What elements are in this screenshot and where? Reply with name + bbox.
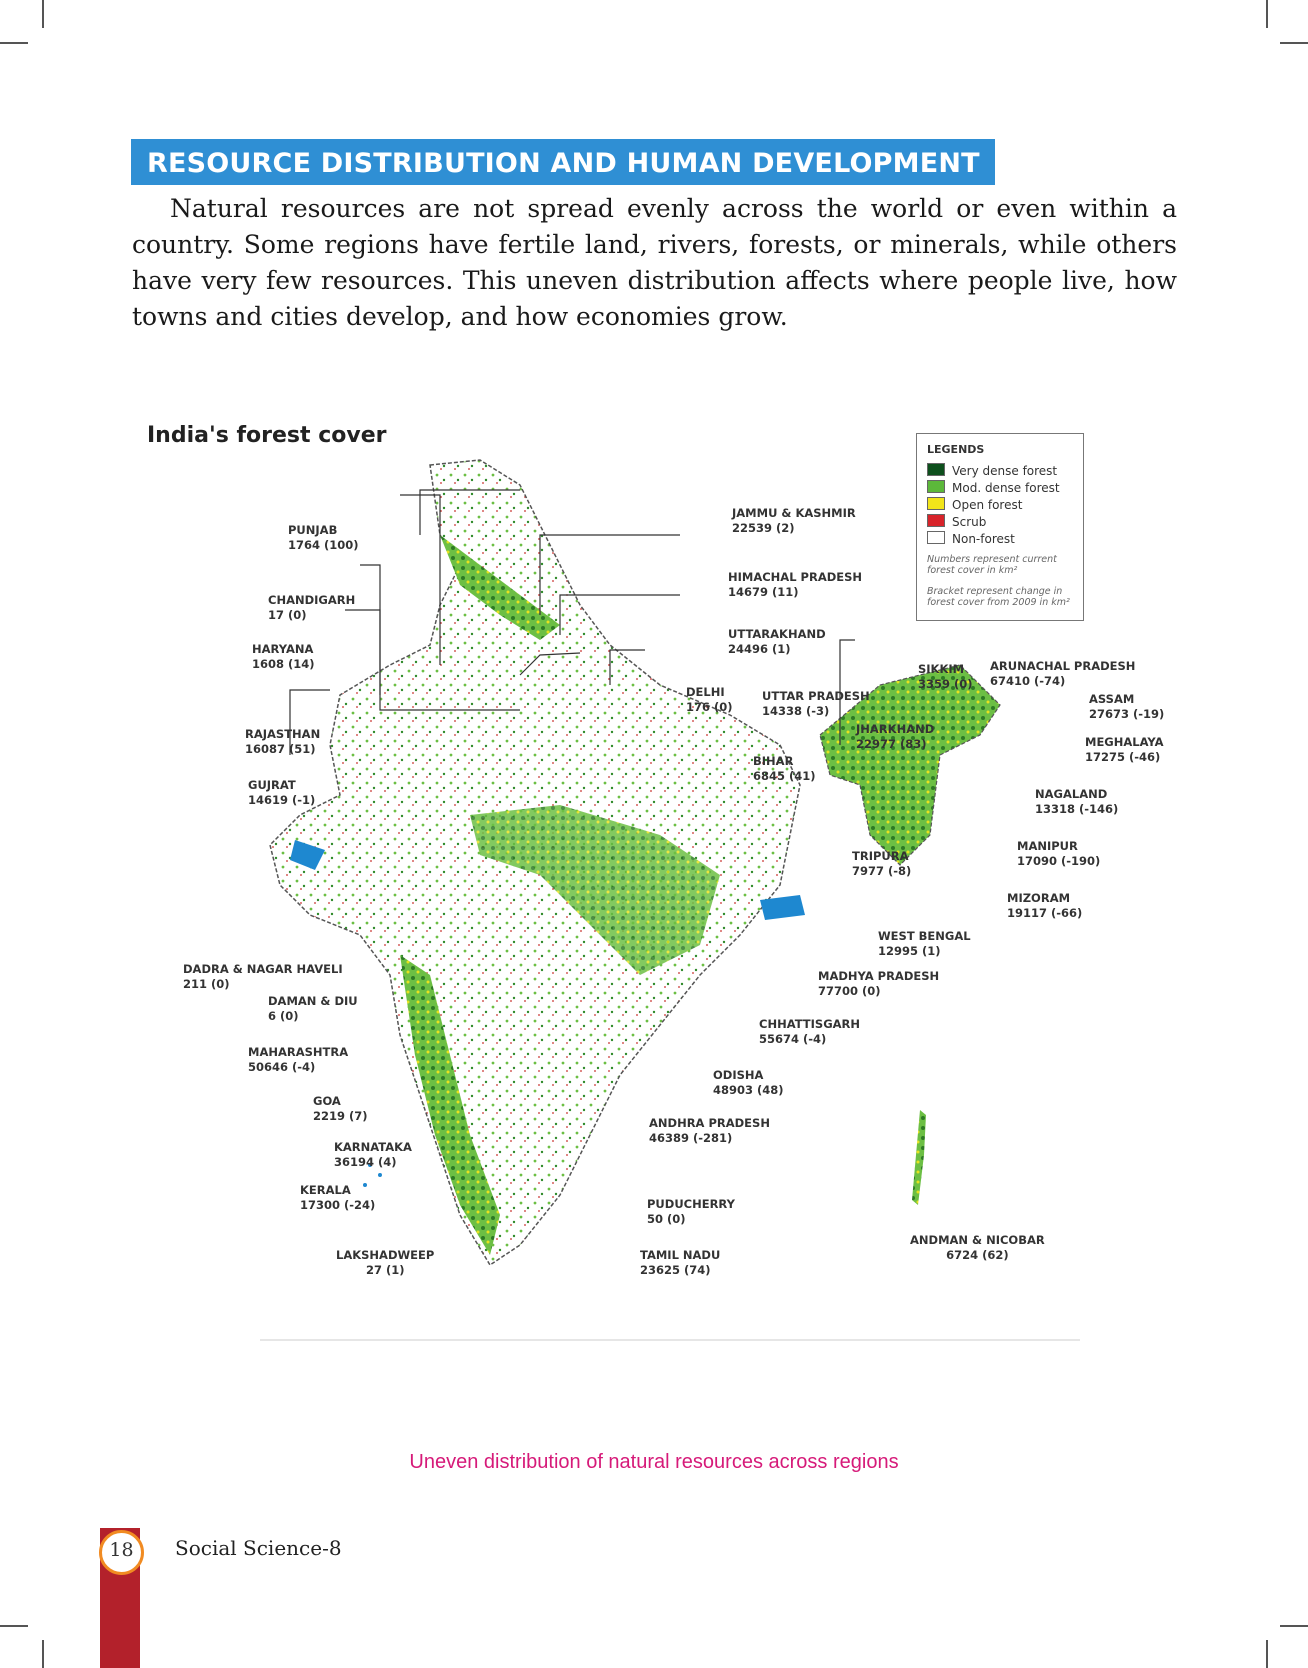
state-value: 22539 (2)	[732, 521, 795, 535]
state-name: ARUNACHAL PRADESH	[990, 659, 1136, 673]
map-title: India's forest cover	[147, 423, 387, 448]
state-value: 12995 (1)	[878, 944, 941, 958]
state-value: 14338 (-3)	[762, 704, 830, 718]
state-name: RAJASTHAN	[245, 727, 321, 741]
state-value: 22977 (83)	[856, 737, 927, 751]
state-value: 176 (0)	[686, 700, 733, 714]
state-name: HIMACHAL PRADESH	[728, 570, 863, 584]
state-label	[336, 1248, 434, 1278]
state-label	[686, 685, 733, 715]
state-label	[252, 642, 315, 672]
swatch-open	[927, 497, 945, 510]
state-label	[1085, 735, 1164, 765]
swatch-scrub	[927, 514, 945, 527]
state-value: 2219 (7)	[313, 1109, 368, 1123]
crop-mark	[1266, 1640, 1268, 1668]
state-label	[852, 849, 911, 879]
book-title: Social Science-8	[175, 1536, 342, 1560]
state-label	[732, 506, 856, 536]
state-name: PUNJAB	[288, 523, 338, 537]
state-value: 211 (0)	[183, 977, 230, 991]
state-label	[759, 1017, 860, 1047]
section-heading: RESOURCE DISTRIBUTION AND HUMAN DEVELOPMENT	[147, 148, 980, 179]
state-label	[856, 722, 934, 752]
state-label	[248, 778, 315, 808]
state-value: 19117 (-66)	[1007, 906, 1083, 920]
crop-mark	[1280, 42, 1308, 44]
andaman-islands	[912, 1110, 926, 1205]
state-label	[649, 1116, 770, 1146]
crop-mark	[1266, 0, 1268, 28]
legend-label: Open forest	[952, 498, 1023, 512]
state-label	[878, 929, 971, 959]
state-value: 1764 (100)	[288, 538, 359, 552]
legend-item-non-forest	[927, 531, 1015, 546]
state-value: 3359 (0)	[918, 677, 973, 691]
state-name: KERALA	[300, 1183, 351, 1197]
state-value: 17090 (-190)	[1017, 854, 1101, 868]
state-value: 17 (0)	[268, 608, 307, 622]
state-label	[245, 727, 320, 757]
state-name: ANDHRA PRADESH	[649, 1116, 770, 1130]
state-value: 6845 (41)	[753, 769, 816, 783]
legend-note-numbers: Numbers represent current forest cover in km²	[927, 554, 1057, 576]
state-name: MIZORAM	[1007, 891, 1071, 905]
state-label	[818, 969, 939, 999]
state-value: 14619 (-1)	[248, 793, 316, 807]
legend-label: Non-forest	[952, 532, 1015, 546]
state-name: MADHYA PRADESH	[818, 969, 940, 983]
state-name: HARYANA	[252, 642, 314, 656]
swatch-very-dense	[927, 463, 945, 476]
state-value: 6724 (62)	[946, 1248, 1009, 1262]
state-name: GUJRAT	[248, 778, 296, 792]
state-value: 50 (0)	[647, 1212, 686, 1226]
legend-item-very-dense	[927, 463, 1057, 478]
state-name: WEST BENGAL	[878, 929, 971, 943]
state-label	[288, 523, 359, 553]
state-name: CHHATTISGARH	[759, 1017, 861, 1031]
legend-item-open	[927, 497, 1022, 512]
figure-caption: Uneven distribution of natural resources across regions	[409, 1451, 899, 1473]
legend-label: Mod. dense forest	[952, 481, 1060, 495]
lakshadweep-island	[378, 1173, 382, 1177]
state-name: ASSAM	[1089, 692, 1135, 706]
state-value: 55674 (-4)	[759, 1032, 827, 1046]
crop-mark	[0, 42, 28, 44]
state-value: 67410 (-74)	[990, 674, 1066, 688]
state-value: 6 (0)	[268, 1009, 299, 1023]
state-name: BIHAR	[753, 754, 794, 768]
state-name: MEGHALAYA	[1085, 735, 1164, 749]
state-value: 23625 (74)	[640, 1263, 711, 1277]
state-name: TAMIL NADU	[640, 1248, 721, 1262]
state-name: GOA	[313, 1094, 341, 1108]
state-value: 16087 (51)	[245, 742, 316, 756]
state-name: LAKSHADWEEP	[336, 1248, 435, 1262]
state-label	[647, 1197, 735, 1227]
state-label	[248, 1045, 348, 1075]
state-label	[762, 689, 870, 719]
state-name: TRIPURA	[852, 849, 909, 863]
state-value: 36194 (4)	[334, 1155, 397, 1169]
state-label	[313, 1094, 368, 1124]
state-value: 24496 (1)	[728, 642, 791, 656]
state-name: CHANDIGARH	[268, 593, 356, 607]
swatch-mod-dense	[927, 480, 945, 493]
state-name: MAHARASHTRA	[248, 1045, 349, 1059]
legend-note-brackets: Bracket represent change in forest cover from 2009 in km²	[927, 586, 1070, 608]
state-value: 13318 (-146)	[1035, 802, 1119, 816]
state-value: 48903 (48)	[713, 1083, 784, 1097]
map-legend	[916, 433, 1084, 621]
state-value: 46389 (-281)	[649, 1131, 733, 1145]
crop-mark	[1280, 1625, 1308, 1627]
state-name: DAMAN & DIU	[268, 994, 358, 1008]
state-value: 50646 (-4)	[248, 1060, 316, 1074]
state-value: 7977 (-8)	[852, 864, 912, 878]
state-name: UTTARAKHAND	[728, 627, 826, 641]
legend-item-scrub	[927, 514, 986, 529]
crop-mark	[0, 1625, 28, 1627]
state-value: 1608 (14)	[252, 657, 315, 671]
state-label	[1035, 787, 1118, 817]
state-label	[300, 1183, 375, 1213]
state-label	[1007, 891, 1082, 921]
page-number: 18	[109, 1539, 134, 1561]
state-name: UTTAR PRADESH	[762, 689, 870, 703]
state-label	[268, 994, 358, 1024]
body-paragraph: Natural resources are not spread evenly across the world or even within a country. Some regions have fertile land, rivers, forests, or minerals, while others have very few resources. This uneven distribution affects where people live, how towns and cities develop, and how economies grow.	[132, 194, 1177, 331]
state-name: DELHI	[686, 685, 725, 699]
swatch-non-forest	[927, 531, 945, 544]
state-value: 77700 (0)	[818, 984, 881, 998]
state-label	[1089, 692, 1164, 722]
state-value: 14679 (11)	[728, 585, 799, 599]
legend-label: Very dense forest	[952, 464, 1058, 478]
crop-mark	[42, 0, 44, 28]
state-label	[910, 1233, 1045, 1263]
state-name: JHARKHAND	[856, 722, 935, 736]
state-label	[268, 593, 355, 623]
state-name: KARNATAKA	[334, 1140, 412, 1154]
state-label	[183, 962, 343, 992]
state-name: DADRA & NAGAR HAVELI	[183, 962, 343, 976]
state-label	[753, 754, 816, 784]
state-label	[334, 1140, 412, 1170]
state-label	[728, 627, 826, 657]
legend-item-mod-dense	[927, 480, 1060, 495]
legend-label: Scrub	[952, 515, 987, 529]
state-value: 27 (1)	[366, 1263, 405, 1277]
state-value: 17275 (-46)	[1085, 750, 1161, 764]
state-name: PUDUCHERRY	[647, 1197, 735, 1211]
state-label	[1017, 839, 1100, 869]
state-name: SIKKIM	[918, 662, 965, 676]
state-name: ODISHA	[713, 1068, 764, 1082]
state-label	[640, 1248, 720, 1278]
legend-title: LEGENDS	[927, 443, 985, 456]
state-name: JAMMU & KASHMIR	[732, 506, 856, 520]
state-name: ANDMAN & NICOBAR	[910, 1233, 1045, 1247]
state-label	[713, 1068, 784, 1098]
state-name: MANIPUR	[1017, 839, 1078, 853]
state-name: NAGALAND	[1035, 787, 1108, 801]
crop-mark	[42, 1640, 44, 1668]
state-value: 27673 (-19)	[1089, 707, 1165, 721]
state-value: 17300 (-24)	[300, 1198, 376, 1212]
state-label	[728, 570, 862, 600]
state-label	[918, 662, 973, 692]
state-label	[990, 659, 1135, 689]
